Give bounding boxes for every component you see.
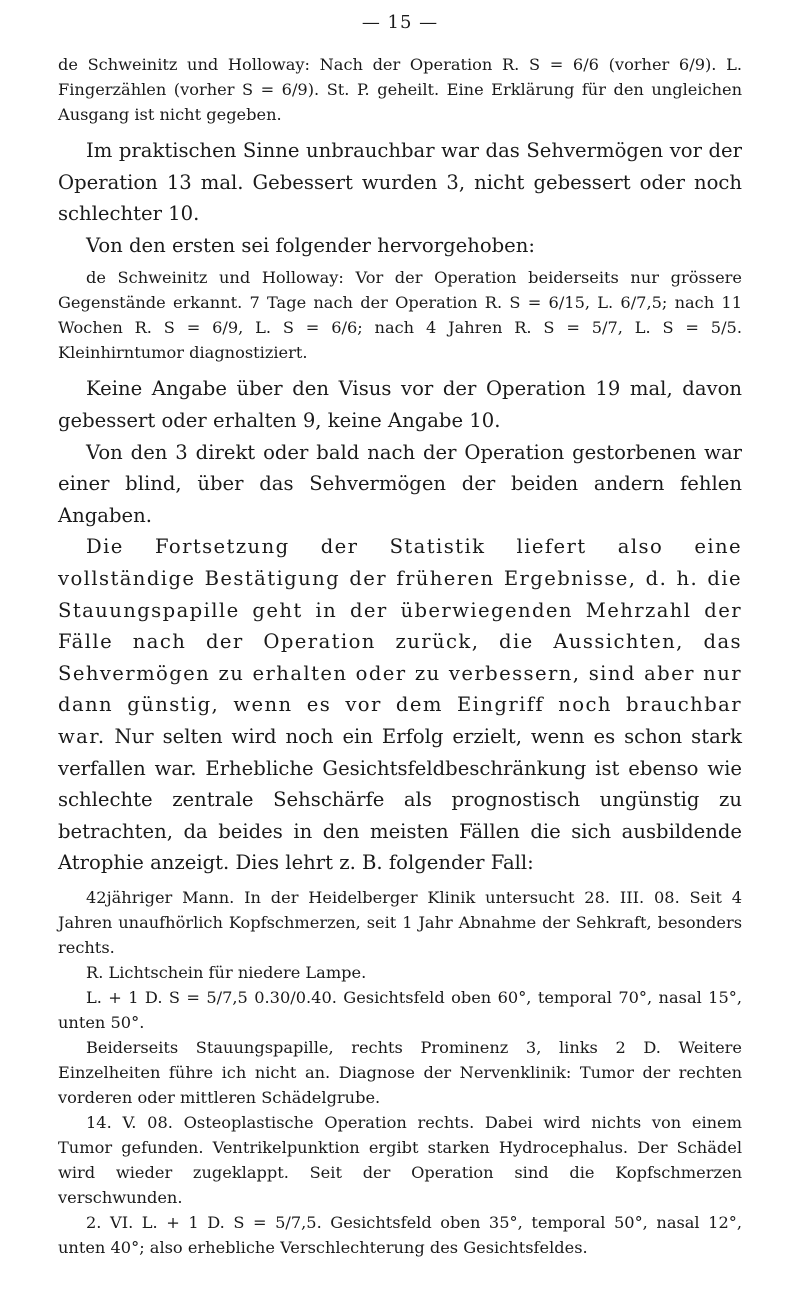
paragraph-no-visus-data: Keine Angabe über den Visus vor der Operation 19 mal, davon gebessert oder erhalten 9, keine Angabe 10. (58, 377, 742, 432)
case-right-eye: R. Lichtschein für niedere Lampe. (86, 962, 367, 982)
case-intro: 42jähriger Mann. In der Heidelberger Klinik untersucht 28. III. 08. Seit 4 Jahren unaufhörlich Kopfschmerzen, seit 1 Jahr Abnahme der Sehkraft, besonders rechts. (58, 887, 742, 957)
page-number: — 15 — (361, 12, 439, 33)
paragraph-highlight-intro: Von den ersten sei folgender hervorgehoben: (86, 233, 535, 257)
paragraph-conclusion (58, 531, 742, 879)
case-left-eye: L. + 1 D. S = 5/7,5 0.30/0.40. Gesichtsfeld oben 60°, temporal 70°, nasal 15°, unten 50°. (58, 987, 742, 1032)
case-operation: 14. V. 08. Osteoplastische Operation rechts. Dabei wird nichts von einem Tumor gefunden. Ventrikelpunktion ergibt starken Hydrocephalus. Der Schädel wird wieder zugeklappt. Seit der Operation sind die Kopfschmerzen verschwunden. (58, 1112, 742, 1207)
paragraph-unusable-vision: Im praktischen Sinne unbrauchbar war das Sehvermögen vor der Operation 13 mal. Gebessert wurden 3, nicht gebessert oder noch schlechter 10. (58, 139, 742, 226)
paragraph-case-schweinitz-2: de Schweinitz und Holloway: Vor der Operation beiderseits nur grössere Gegenstände erkannt. 7 Tage nach der Operation R. S = 6/15, L. 6/7,5; nach 11 Wochen R. S = 6/9, L. S = 6/6; nach 4 Jahren R. S = 5/7, L. S = 5/5. Kleinhirntumor diagnostiziert. (58, 268, 742, 363)
case-followup: 2. VI. L. + 1 D. S = 5/7,5. Gesichtsfeld oben 35°, temporal 50°, nasal 12°, unten 40°; also erhebliche Verschlechterung des Gesichtsfeldes. (58, 1212, 742, 1257)
conclusion-spaced-text: Die Fortsetzung der Statistik liefert also eine vollständige Bestätigung der früheren Ergebnisse, d. h. die Stauungspapille geht in der überwiegenden Mehrzahl der Fälle nach der Operation zurück, die Aussichten, das Sehvermögen zu erhalten oder zu verbessern, sind aber nur dann günstig, wenn es vor dem Eingriff noch brauchbar war. (58, 535, 742, 748)
paragraph-case-schweinitz-1: de Schweinitz und Holloway: Nach der Operation R. S = 6/6 (vorher 6/9). L. Fingerzählen (vorher S = 6/9). St. P. geheilt. Eine Erklärung für den ungleichen Ausgang ist nicht gegeben. (58, 55, 742, 124)
paragraph-deceased-cases: Von den 3 direkt oder bald nach der Operation gestorbenen war einer blind, über das Sehvermögen der beiden andern fehlen Angaben. (58, 440, 742, 527)
case-findings: Beiderseits Stauungspapille, rechts Prominenz 3, links 2 D. Weitere Einzelheiten führe ich nicht an. Diagnose der Nervenklinik: Tumor der rechten vorderen oder mittleren Schädelgrube. (58, 1037, 742, 1107)
conclusion-rest-text: Nur selten wird noch ein Erfolg erzielt, wenn es schon stark verfallen war. Erhebliche Gesichtsfeldbeschränkung ist ebenso wie schlechte zentrale Sehschärfe als prognostisch ungünstig zu betrachten, da beides in den meisten Fällen die sich ausbildende Atrophie anzeigt. Dies lehrt z. B. folgender Fall: (58, 724, 742, 875)
